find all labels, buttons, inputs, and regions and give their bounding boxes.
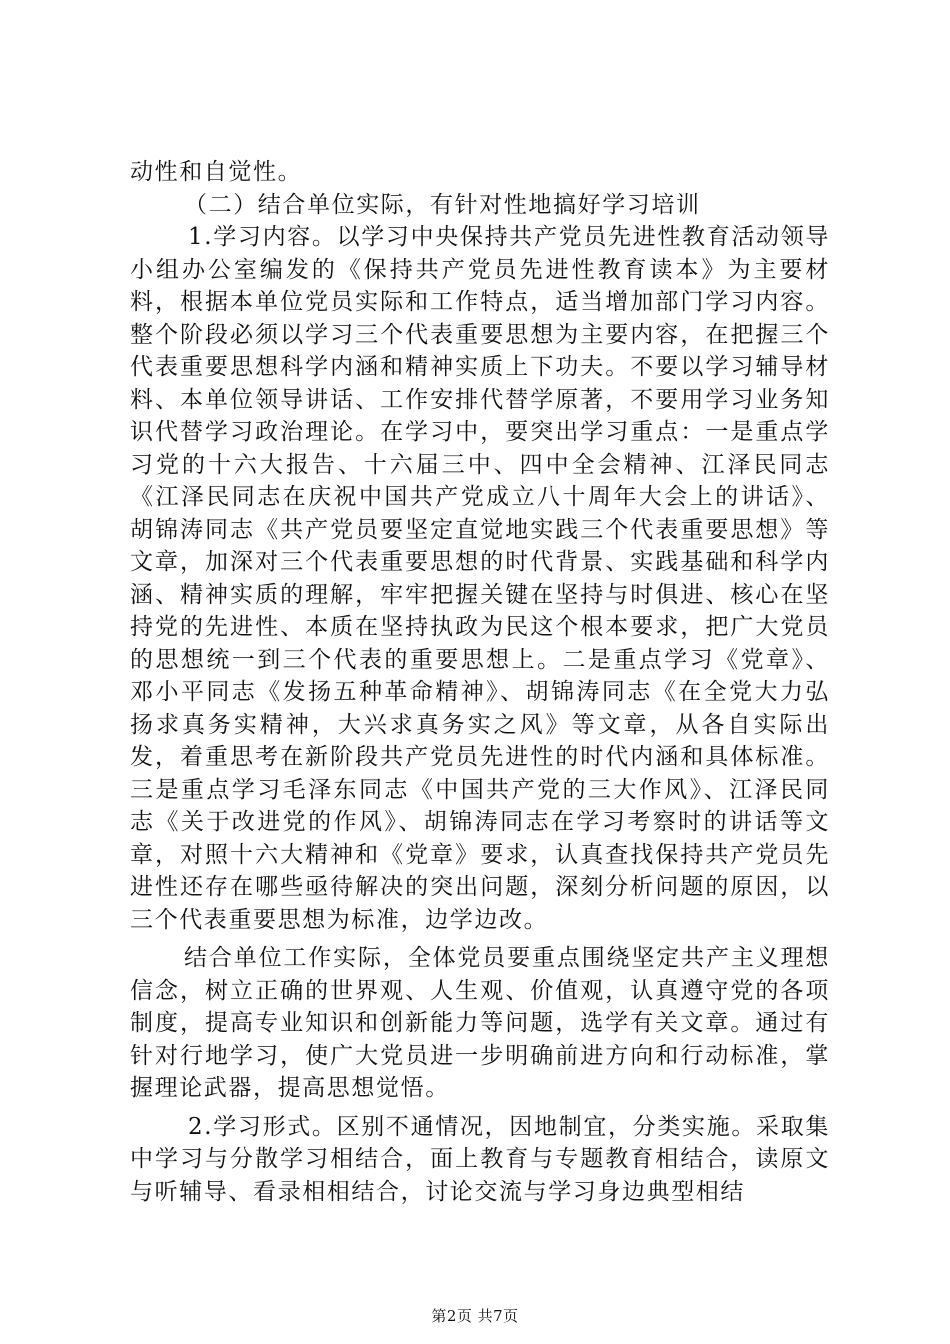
page-number-footer: 第2页 共7页 xyxy=(431,1307,519,1325)
paragraph-study-content: 1.学习内容。以学习中央保持共产党员先进性教育活动领导小组办公室编发的《保持共产党员先进性教育读本》为主要材料，根据本单位党员实际和工作特点，适当增加部门学习内容。整个阶段必须以学习三个代表重要思想为主要内容，在把握三个代表重要思想科学内涵和精神实质上下功夫。不要以学习辅导材料、本单位领导讲话、工作安排代替学原著，不要用学习业务知识代替学习政治理论。在学习中，要突出学习重点：一是重点学习党的十六大报告、十六届三中、四中全会精神、江泽民同志《江泽民同志在庆祝中国共产党成立八十周年大会上的讲话》、胡锦涛同志《共产党员要坚定直觉地实践三个代表重要思想》等文章，加深对三个代表重要思想的时代背景、实践基础和科学内涵、精神实质的理解，牢牢把握关键在坚持与时俱进、核心在坚持党的先进性、本质在坚持执政为民这个根本要求，把广大党员的思想统一到三个代表的重要思想上。二是重点学习《党章》、邓小平同志《发扬五种革命精神》、胡锦涛同志《在全党大力弘扬求真务实精神，大兴求真务实之风》等文章，从各自实际出发，着重思考在新阶段共产党员先进性的时代内涵和具体标准。三是重点学习毛泽东同志《中国共产党的三大作风》、江泽民同志《关于改进党的作风》、胡锦涛同志在学习考察时的讲话等文章，对照十六大精神和《党章》要求，认真查找保持共产党员先进性还存在哪些亟待解决的突出问题，深刻分析问题的原因，以三个代表重要思想为标准，边学边改。 xyxy=(130,224,830,933)
paragraph-continuation: 动性和自觉性。 xyxy=(130,159,303,185)
paragraph-study-form: 2.学习形式。区别不通情况，因地制宜，分类实施。采取集中学习与分散学习相结合，面上教育与专题教育相结合，读原文与听辅导、看录相相结合，讨论交流与学习身边典型相结 xyxy=(130,1113,830,1205)
document-body xyxy=(130,156,830,1208)
paragraph-unit-practice: 结合单位工作实际，全体党员要重点围绕坚定共产主义理想信念，树立正确的世界观、人生观、价值观，认真遵守党的各项制度，提高专业知识和创新能力等问题，选学有关文章。通过有针对行地学习，使广大党员进一步明确前进方向和行动标准，掌握理论武器，提高思想觉悟。 xyxy=(130,945,830,1101)
section-heading: （二）结合单位实际，有针对性地搞好学习培训 xyxy=(184,191,701,218)
